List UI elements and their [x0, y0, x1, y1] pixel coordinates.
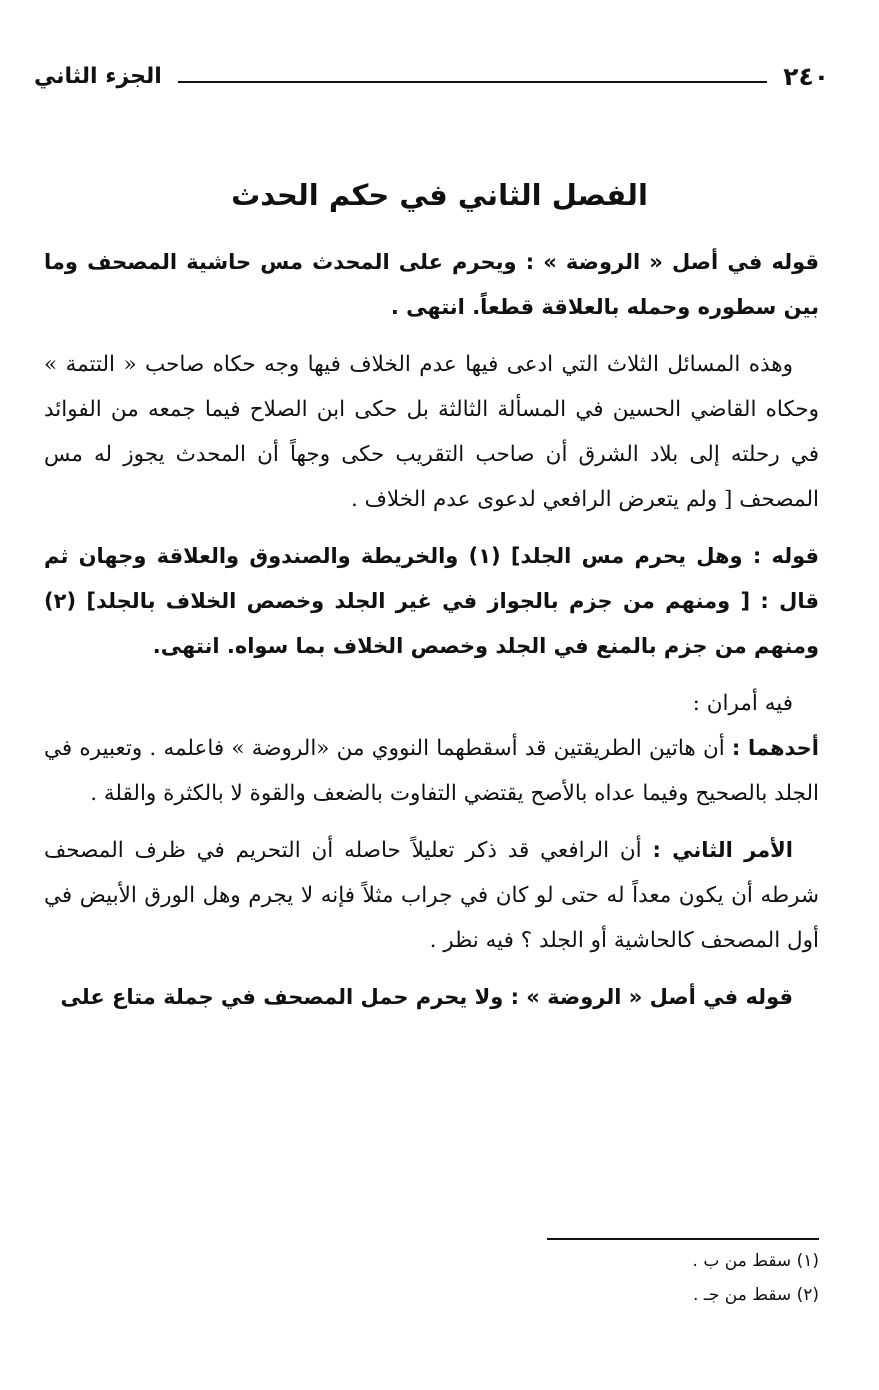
- point-1-text: أن هاتين الطريقتين قد أسقطهما النووي من «الروضة » فاعلمه . وتعبيره في الجلد بالصحيح وفيما عداه بالأصح يقتضي التفاوت بالضعف والقوة لا بالكثرة والقلة .: [44, 736, 819, 806]
- footnotes: [419, 1244, 819, 1312]
- point-1-lead: أحدهما :: [731, 736, 819, 760]
- quoted-passage-3: قوله في أصل « الروضة » : ولا يحرم حمل المصحف في جملة متاع على: [60, 985, 793, 1009]
- quoted-passage-1: قوله في أصل « الروضة » : ويحرم على المحدث مس حاشية المصحف وما بين سطوره وحمله بالعلاقة قطعاً. انتهى .: [44, 250, 819, 319]
- commentary-intro: فيه أمران :: [692, 691, 793, 716]
- commentary-point-2: [44, 828, 819, 963]
- commentary-paragraph-1: وهذه المسائل الثلاث التي ادعى فيها عدم الخلاف فيها وجه حكاه صاحب « التتمة » وحكاه القاضي الحسين في المسألة الثالثة بل حكى ابن الصلاح فيما جمعه من الفوائد في رحلته إلى بلاد الشرق أن صاحب التقريب حكى وجهاً أن المحدث يجوز له مس المصحف [ ولم يتعرض الرافعي لدعوى عدم الخلاف .: [44, 352, 819, 512]
- footnote-1: (١) سقط من ب .: [692, 1251, 819, 1271]
- page-number: ٢٤٠: [783, 61, 829, 91]
- footnote-2: (٢) سقط من جـ .: [693, 1285, 819, 1305]
- page-header: [34, 56, 829, 96]
- chapter-title: الفصل الثاني في حكم الحدث: [231, 178, 648, 212]
- header-rule: [178, 81, 767, 83]
- point-2-lead: الأمر الثاني :: [652, 838, 794, 862]
- running-title: الجزء الثاني: [34, 63, 162, 89]
- quoted-passage-2: قوله : وهل يحرم مس الجلد] (١) والخريطة والصندوق والعلاقة وجهان ثم قال : [ ومنهم من جزم بالجواز في غير الجلد وخصص الخلاف بالجلد] (٢) ومنهم من جزم بالمنع في الجلد وخصص الخلاف بما سواه. انتهى.: [44, 544, 820, 658]
- footnote-rule: [547, 1238, 819, 1240]
- page-body: [44, 240, 819, 1032]
- commentary-point-1: [44, 726, 819, 816]
- point-2-text: أن الرافعي قد ذكر تعليلاً حاصله أن التحريم في ظرف المصحف شرطه أن يكون معداً له حتى لو كان في جراب مثلاً فإنه لا يجرم وهل الورق الأبيض في أول المصحف كالحاشية أو الجلد ؟ فيه نظر .: [44, 838, 819, 953]
